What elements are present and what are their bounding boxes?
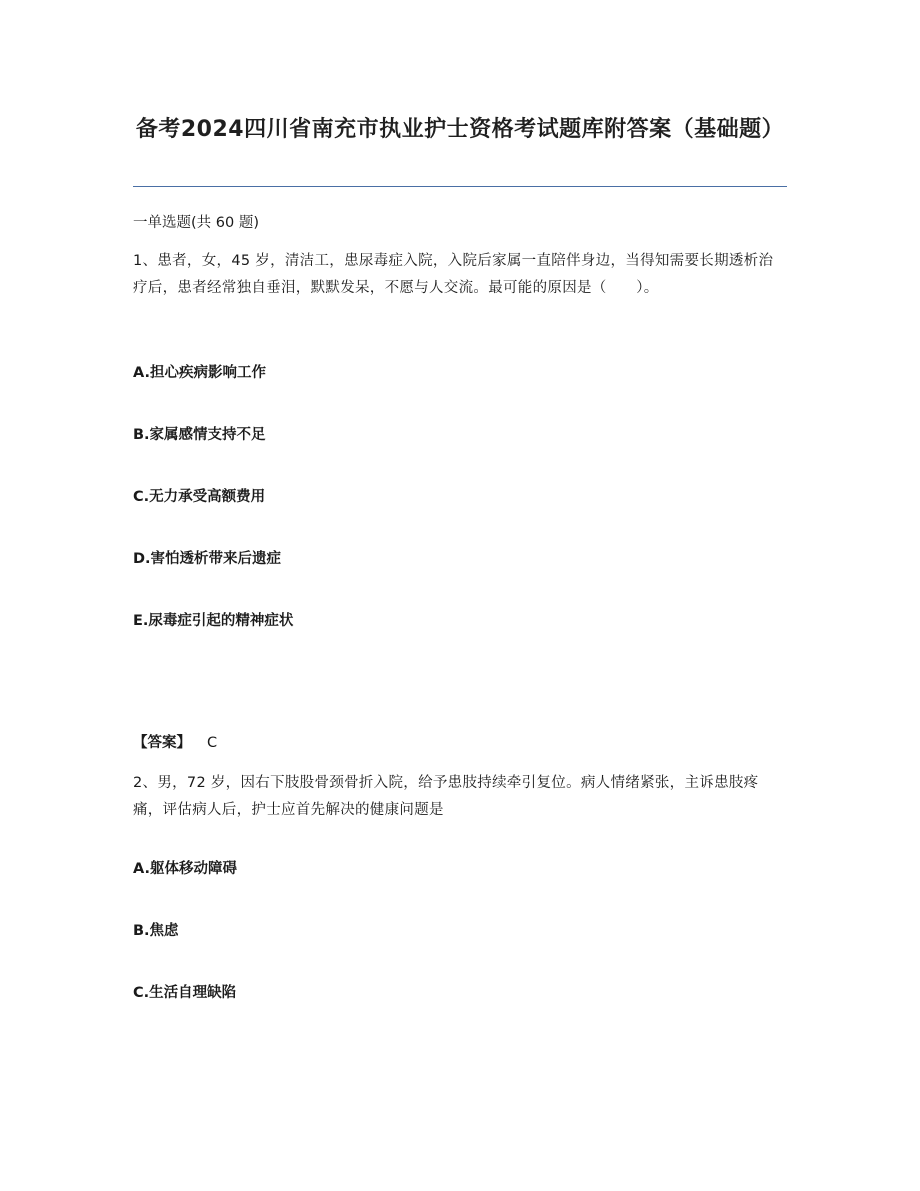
question-2-option-b: B.焦虑 [133, 923, 179, 939]
question-1-option-b: B.家属感情支持不足 [133, 427, 266, 443]
question-2-option-c: C.生活自理缺陷 [133, 985, 237, 1001]
question-1-option-a: A.担心疾病影响工作 [133, 365, 266, 381]
question-1-answer [133, 730, 787, 757]
question-1-option-d: D.害怕透析带来后遗症 [133, 551, 282, 567]
document-title: 备考2024四川省南充市执业护士资格考试题库附答案（基础题） [135, 117, 785, 142]
section-label: 一单选题(共 60 题) [133, 215, 259, 231]
question-2-option-a: A.躯体移动障碍 [133, 861, 237, 877]
question-2-text: 2、男，72 岁，因右下肢股骨颈骨折入院，给予患肢持续牵引复位。病人情绪紧张，主诉患肢疼痛，评估病人后，护士应首先解决的健康问题是 [133, 775, 759, 818]
question-1-option-c: C.无力承受高额费用 [133, 489, 266, 505]
question-1-option-e: E.尿毒症引起的精神症状 [133, 613, 294, 629]
question-1-text: 1、患者，女，45 岁，清洁工，患尿毒症入院，入院后家属一直陪伴身边，当得知需要长期透析治疗后，患者经常独自垂泪，默默发呆，不愿与人交流。最可能的原因是（ ）。 [133, 253, 774, 296]
answer-label: 【答案】 [133, 735, 191, 751]
answer-value: C [207, 735, 218, 751]
title-divider [133, 186, 787, 187]
